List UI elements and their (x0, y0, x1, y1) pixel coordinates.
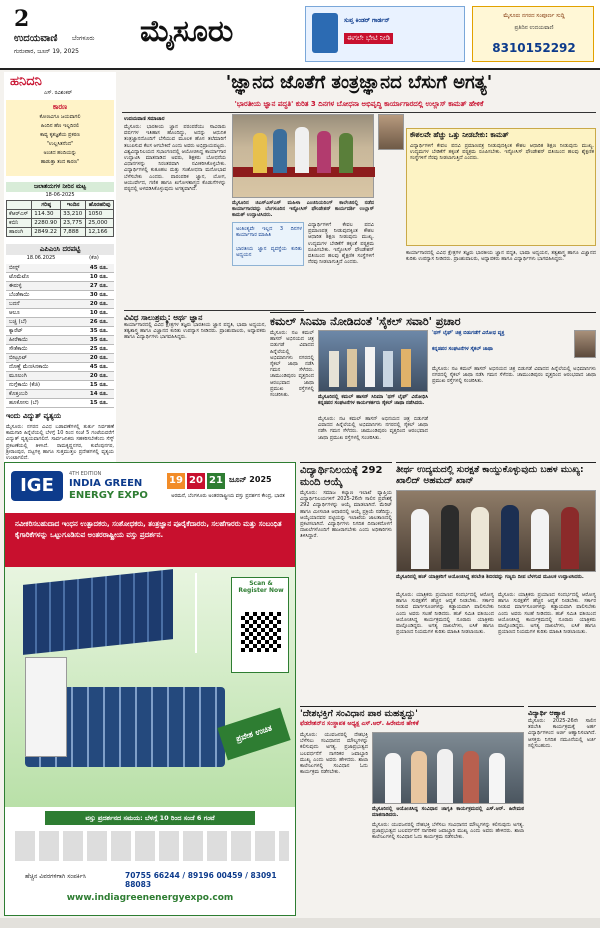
rate-row (6, 282, 114, 291)
side-body: ಮೈಸೂರು: 2025-26ನೇ ಸಾಲಿನ ತರಬೇತಿ ಕಾರ್ಯಕ್ರಮಕ್ಕೆ ಅರ್ಹ ವಿದ್ಯಾರ್ಥಿಗಳಿಂದ ಅರ್ಜಿ ಆಹ್ವಾನಿಸಲಾಗಿದೆ. ಆಸಕ್ತರು ನಿಗದಿತ ನಮೂನೆಯಲ್ಲಿ ಅರ್ಜಿ ಸಲ್ಲಿಸಬಹುದು. (528, 718, 598, 749)
poem-line: ಕಾವ್ಯ ಕೃತಜ್ಞತೆಯ ಪ್ರಕರಣ (40, 132, 80, 138)
rate-price: 26 ರೂ. (89, 319, 108, 325)
pilgrim-headline: ತೀರ್ಥ ಉದ್ಯಮದಲ್ಲಿ ಸುರಕ್ಷತೆ ಕಾಯ್ದುಕೊಳ್ಳುವುದು ಬಹಳ ಮುಖ್ಯ: ಖಾಲಿದ್ ಅಹಮದ್ ಖಾನ್ (396, 462, 596, 487)
lead-bullet: ಅಂತಿಂತ್ಯವೇ ಇಲ್ಲದ 3 ದಿನಗಳ ಕಾರ್ಯಾಗಾರ ಮಾಹಿತಿ (236, 226, 304, 239)
top-ad-2-phone: 8310152292 (492, 41, 576, 55)
rate-price: 35 ರೂ. (89, 328, 108, 334)
rate-price: 15 ರೂ. (89, 400, 108, 406)
table-row (7, 228, 114, 237)
expo-tagline: ನವೀಕರಿಸಬಹುದಾದ ಇಂಧನ ಉತ್ಪಾದಕರು, ಸಂಶೋಧಕರು, ತಂತ್ರಜ್ಞಾನ ಪೂರೈಕೆದಾರರು, ಸಲಹೆಗಾರರು ಮತ್ತು ಸಂಬಂಧಿತ ಕೈಗಾರಿಕೆಗಳನ್ನು ಒಟ್ಟುಗೂಡಿಸುವ ಅಂತರರಾಷ್ಟ್ರೀಯ ವಸ್ತು ಪ್ರದರ್ಶನ. (15, 520, 282, 539)
poem-title: ಕಾರಣ (52, 103, 68, 111)
top-ad-1[interactable] (305, 6, 465, 62)
rate-row (6, 318, 114, 327)
solar-panels (23, 569, 173, 655)
sponsor-logos (11, 831, 289, 861)
expo-ad[interactable] (4, 462, 296, 916)
expo-edition: 4TH EDITION (69, 471, 102, 477)
water-cell: ಹಾರಂಗಿ (7, 228, 32, 237)
rate-price: 20 ರೂ. (89, 373, 108, 379)
page-number: 2 (14, 6, 30, 32)
rate-price: 10 ರೂ. (89, 274, 108, 280)
water-cell: 114.30 (32, 210, 61, 219)
rate-price: 27 ರೂ. (89, 283, 108, 289)
water-cell: ಕೆಆರ್‌ಎಸ್ (7, 210, 32, 219)
column-byline: ಎಸ್. ರವಿಶಂಕರ್ (44, 90, 73, 96)
poem-line: ಹಿಂದಿನ ಹೆಣ ಇಲ್ಲದಿರಲಿ (40, 123, 80, 129)
water-header (7, 201, 32, 210)
patriot-caption: ಮೈಸೂರಿನಲ್ಲಿ ಆಯೋಜಿಸಿದ್ದ ಸಂವಿಧಾನ ಜಾಗೃತಿ ಕಾರ್ಯಕ್ರಮದಲ್ಲಿ ಎಸ್.ಆರ್. ಹಿರೇಮಠ ಮಾತನಾಡಿದರು. (372, 806, 526, 819)
top-ad-1-icon (312, 13, 338, 53)
cinema-headline: ಕಮಲ್ ಸಿನಿಮಾ ನೋಡಿದಂತೆ 'ಸೈಕಲ್ ಸವಾರಿ' ಪ್ರಚಾರ (270, 312, 596, 329)
pilgrim-body-continued: ಮೈಸೂರು: ಯಾತ್ರಿಕರು ಪ್ರಯಾಣದ ಸಂದರ್ಭದಲ್ಲಿ ಆರೋಗ್ಯ ಹಾಗೂ ಸುರಕ್ಷತೆಗೆ ಹೆಚ್ಚಿನ ಆದ್ಯತೆ ನೀಡಬೇಕು. ಸರ್ಕಾರ ನೀಡುವ ಮಾರ್ಗಸೂಚಿಗಳನ್ನು ಕಡ್ಡಾಯವಾಗಿ ಪಾಲಿಸಬೇಕು ಎಂದು ಅವರು ಸಲಹೆ ನೀಡಿದರು. ಹಜ್ ಸಮಿತಿ ವತಿಯಿಂದ ಆಯೋಜಿಸಿದ್ದ ಕಾರ್ಯಕ್ರಮದಲ್ಲಿ ನೂರಾರು ಯಾತ್ರಿಕರು ಪಾಲ್ಗೊಂಡಿದ್ದರು. ಅಗತ್ಯ ದಾಖಲೆಗಳು, ಲಸಿಕೆ ಹಾಗೂ ಪ್ರಯಾಣದ ನಿಯಮಗಳ ಕುರಿತು ಮಾಹಿತಿ ನೀಡಲಾಯಿತು. (498, 592, 598, 636)
rate-item: ಹೀರೆಕಾಯಿ (9, 337, 28, 343)
masthead (0, 0, 600, 70)
cinema-bullet: 'ಥಗ್ ಲೈಫ್' ಚಿತ್ರ ಬಿಡುಗಡೆಗೆ ವಿರೋಧ ವ್ಯಕ್ತ (432, 330, 505, 336)
rate-row (6, 372, 114, 381)
poem-line: ಹಾಡುತ್ತಾ ತಂದ ಕಾರಣ" (40, 159, 80, 165)
lead-subhead: 'ಭಾರತೀಯ ಜ್ಞಾನ ಪದ್ಧತಿ' ಕುರಿತ 3 ದಿನಗಳ ಬೋಧನಾ ಅಭಿವೃದ್ಧಿ ಕಾರ್ಯಾಗಾರದಲ್ಲಿ ಉಲ್ಲಾಸ್ ಕಾಮತ್ ಹೇಳಿಕೆ (122, 100, 596, 113)
expo-day: 20 (187, 473, 205, 489)
patriot-headline: 'ದೇಶಭಕ್ತಿಗೆ ಸಂವಿಧಾನ ಪಾಠ ಮಹತ್ವದ್ದು' (300, 706, 524, 719)
cinema-bullet: ಕನ್ನಡಪರ ಸಂಘಟನೆಗಳ ಸೈಕಲ್ ಜಾಥಾ (432, 346, 493, 352)
rate-row (6, 399, 114, 408)
rate-table-date: 18.06.2025 (26, 255, 56, 261)
lead-dateline: ಉದಯವಾಣಿ ಸಮಾಚಾರ (124, 116, 165, 122)
water-header: ಹೊರಹರಿವು (86, 201, 114, 210)
rate-item: ಬೀಟ್ರೂಟ್ (9, 355, 28, 361)
date-line: ಗುರುವಾರ, ಜೂನ್ 19, 2025 (14, 48, 79, 55)
battery-unit (25, 657, 67, 757)
rate-item: ಕೊತ್ತಂಬರಿ (9, 391, 28, 397)
cinema-body-right: ಮೈಸೂರು: ನಟ ಕಮಲ್ ಹಾಸನ್ ಅಭಿನಯದ ಚಿತ್ರ ಬಿಡುಗಡೆ ವಿವಾದದ ಹಿನ್ನೆಲೆಯಲ್ಲಿ ಅಭಿಮಾನಿಗಳು ನಗರದಲ್ಲಿ ಸೈಕಲ್ ಜಾಥಾ ನಡೆಸಿ ಗಮನ ಸೆಳೆದರು. ಚಾಮುಂಡಿಪುರಂ ವೃತ್ತದಿಂದ ಆರಂಭವಾದ ಜಾಥಾ ಪ್ರಮುಖ ರಸ್ತೆಗಳಲ್ಲಿ ಸಂಚರಿಸಿತು. (432, 366, 598, 385)
rate-table (6, 264, 114, 408)
rate-price: 45 ರೂ. (89, 265, 108, 271)
poem-box (6, 100, 114, 176)
expo-month: ಜೂನ್ 2025 (229, 475, 272, 484)
left-column (4, 72, 116, 492)
rate-row (6, 291, 114, 300)
qr-box[interactable] (231, 577, 289, 673)
rate-row (6, 273, 114, 282)
paper-name: ಉದಯವಾಣಿ (14, 33, 58, 44)
rate-item: ಕ್ಯಾರೆಟ್ (9, 328, 23, 334)
cinema-body: ಮೈಸೂರು: ನಟ ಕಮಲ್ ಹಾಸನ್ ಅಭಿನಯದ ಚಿತ್ರ ಬಿಡುಗಡೆ ವಿವಾದದ ಹಿನ್ನೆಲೆಯಲ್ಲಿ ಅಭಿಮಾನಿಗಳು ನಗರದಲ್ಲಿ ಸೈಕಲ್ ಜಾಥಾ ನಡೆಸಿ ಗಮನ ಸೆಳೆದರು. ಚಾಮುಂಡಿಪುರಂ ವೃತ್ತದಿಂದ ಆರಂಭವಾದ ಜಾಥಾ ಪ್ರಮುಖ ರಸ್ತೆಗಳಲ್ಲಿ ಸಂಚರಿಸಿತು. (270, 330, 316, 399)
rate-item: ಆಲೂ (9, 310, 20, 316)
expo-day: 19 (167, 473, 185, 489)
lead-right-box (406, 128, 596, 246)
expo-scan: Scan & Register Now (238, 580, 284, 594)
lead-body-continued: ವಿದ್ಯಾರ್ಥಿಗಳಿಗೆ ಕೇವಲ ಪದವಿ ಪ್ರಮಾಣಪತ್ರ ನೀಡುವುದಕ್ಕಿಂತ ಕೌಶಲ ಆಧಾರಿತ ಶಿಕ್ಷಣ ನೀಡುವುದು ಮುಖ್ಯ. ಉದ್ಯಮಗಳ ಬೇಡಿಕೆಗೆ ತಕ್ಕಂತೆ ಪಠ್ಯಕ್ರಮ ರೂಪಿಸಬೇಕು. ಇನ್ಫೋಸಿಸ್ ಫೌಂಡೇಶನ್ ವತಿಯಿಂದ ಹಲವು ಶೈಕ್ಷಣಿಕ ಸಂಸ್ಥೆಗಳಿಗೆ ನೆರವು ನೀಡಲಾಗುತ್ತಿದೆ ಎಂದರು. (308, 222, 376, 266)
lead-photo (232, 114, 374, 198)
poem-line: ಕೋಣವಿಗೂ ಜಯವಾಗಲಿ (39, 114, 81, 120)
poem-line: "ಉಲ್ಲಸಿತನೆಂದ" (46, 141, 74, 147)
rate-row (6, 336, 114, 345)
power-title: ಇಂದು ವಿದ್ಯುತ್ ವ್ಯತ್ಯಯ (6, 412, 62, 420)
expo-title-1: INDIA GREEN (69, 478, 143, 489)
side-title: ವಿದ್ಯಾರ್ಥಿ ಆಹ್ವಾನ (528, 706, 596, 718)
water-table (6, 200, 114, 237)
rate-row (6, 300, 114, 309)
water-cell: 7,888 (61, 228, 86, 237)
top-ad-1-line2: ಈಗಲೇ ಭೇಟಿ ನೀಡಿ (344, 33, 393, 44)
expo-day: 21 (207, 473, 225, 489)
column-logo: ಹನಿದನಿ (10, 74, 42, 89)
table-row (7, 219, 114, 228)
rate-item: ಬದನೆ (9, 301, 20, 307)
rate-item: ಬೀನ್ಸ್ (9, 265, 20, 271)
table-row (7, 210, 114, 219)
lead-body: ಮೈಸೂರು: ಭಾರತೀಯ ಜ್ಞಾನ ಪರಂಪರೆಯು ಸಾವಿರಾರು ವರ್ಷಗಳ ಇತಿಹಾಸ ಹೊಂದಿದ್ದು, ಅದನ್ನು ಆಧುನಿಕ ತಂತ್ರಜ್ಞಾನದೊಂದಿಗೆ ಬೆಸೆಯುವ ಮೂಲಕ ಹೊಸ ತಲೆಮಾರಿಗೆ ತಲುಪಿಸುವ ಕೆಲಸ ಆಗಬೇಕಿದೆ ಎಂದು ಅವರು ಅಭಿಪ್ರಾಯಪಟ್ಟರು. ವಿಶ್ವವಿದ್ಯಾನಿಲಯದ ಸಭಾಂಗಣದಲ್ಲಿ ಆಯೋಜಿಸಿದ್ದ ಕಾರ್ಯಾಗಾರ ಉದ್ಘಾಟಿಸಿ ಮಾತನಾಡಿದ ಅವರು, ಶಿಕ್ಷಕರು ಬೋಧನೆಯ ವಿಧಾನಗಳನ್ನು ನಿರಂತರವಾಗಿ ನವೀಕರಿಸಿಕೊಳ್ಳಬೇಕು. ವಿದ್ಯಾರ್ಥಿಗಳಲ್ಲಿ ಕುತೂಹಲ ಮತ್ತು ಸಂಶೋಧನಾ ಮನೋಭಾವ ಬೆಳೆಸಬೇಕು ಎಂದರು. ಪಾರಂಪರಿಕ ಜ್ಞಾನ, ಯೋಗ, ಆಯುರ್ವೇದ, ಗಣಿತ ಹಾಗೂ ಖಗೋಳಶಾಸ್ತ್ರದ ಕೊಡುಗೆಗಳನ್ನು ಪಠ್ಯದಲ್ಲಿ ಅಳವಡಿಸಿಕೊಳ್ಳುವುದು ಅಗತ್ಯವಾಗಿದೆ. (124, 124, 228, 193)
rate-price: 45 ರೂ. (89, 364, 108, 370)
pilgrim-caption: ಮೈಸೂರಿನಲ್ಲಿ ಹಜ್ ಯಾತ್ರಿಕರಿಗೆ ಆಯೋಜಿಸಿದ್ದ ತರಬೇತಿ ಶಿಬಿರವನ್ನು ಗಣ್ಯರು ದೀಪ ಬೆಳಗುವ ಮೂಲಕ ಉದ್ಘಾಟಿಸಿದರು. (396, 574, 584, 580)
expo-timings: ವಸ್ತು ಪ್ರದರ್ಶನದ ಸಮಯ: ಬೆಳಗ್ಗೆ 10 ರಿಂದ ಸಂಜೆ 6 ಗಂಟೆ (45, 811, 255, 825)
expo-contact-label: ಹೆಚ್ಚಿನ ವಿವರಗಳಿಗಾಗಿ ಸಂಪರ್ಕಿಸಿ (25, 873, 87, 880)
rate-row (6, 264, 114, 273)
cinema-bullet-box (432, 330, 596, 364)
expo-free: ಪ್ರವೇಶ ಉಚಿತ (217, 708, 290, 761)
rate-table-title: ಎಪಿಎಂಸಿ ದರಪಟ್ಟಿ (6, 244, 114, 255)
water-cell: 2280.90 (32, 219, 61, 228)
cinema-portrait (574, 330, 596, 358)
lead-bullet: ಭಾರತೀಯ ಜ್ಞಾನ ವ್ಯವಸ್ಥೆಯ ಕುರಿತು ಅಧ್ಯಯನ (236, 246, 304, 259)
lead-right-continued: ಕಾರ್ಯಾಗಾರದಲ್ಲಿ ವಿವಿಧ ಕ್ಷೇತ್ರಗಳ ತಜ್ಞರು ಭಾರತೀಯ ಜ್ಞಾನ ಪದ್ಧತಿ, ಭಾಷಾ ಅಧ್ಯಯನ, ತತ್ವಶಾಸ್ತ್ರ ಹಾಗೂ ವಿಜ್ಞಾನದ ಕುರಿತು ಉಪನ್ಯಾಸ ನೀಡಿದರು. ಪ್ರಾಂಶುಪಾಲರು, ಅಧ್ಯಾಪಕರು ಹಾಗೂ ವಿದ್ಯಾರ್ಥಿಗಳು ಭಾಗವಹಿಸಿದ್ದರು. (406, 250, 598, 263)
qr-code-icon (241, 612, 281, 652)
edition-city: ಬೆಂಗಳೂರು (72, 35, 95, 42)
water-cell: 23,775 (61, 219, 86, 228)
rate-table-unit: (ಕೆಜಿ) (89, 255, 99, 261)
cinema-photo (318, 330, 428, 392)
patriot-photo (372, 732, 524, 804)
rate-item: ಬಜ್ಜಿ (ಬೆ) (9, 319, 27, 325)
patriot-body: ಮೈಸೂರು: ಯುವಜನರಲ್ಲಿ ದೇಶಭಕ್ತಿ ಬೆಳೆಸಲು ಸಂವಿಧಾನದ ಮೌಲ್ಯಗಳನ್ನು ಕಲಿಸುವುದು ಅಗತ್ಯ. ಪ್ರಜಾಪ್ರಭುತ್ವದ ಬಲವರ್ಧನೆಗೆ ನಾಗರಿಕರ ಜವಾಬ್ದಾರಿ ಮುಖ್ಯ ಎಂದು ಅವರು ಹೇಳಿದರು. ಶಾಲಾ ಕಾಲೇಜುಗಳಲ್ಲಿ ಸಂವಿಧಾನ ಓದು ಕಾರ್ಯಕ್ರಮ ನಡೆಸಬೇಕು. (300, 732, 370, 776)
edition-title: ಮೈಸೂರು (140, 14, 234, 49)
expo-phones[interactable]: 70755 66244 / 89196 00459 / 83091 88083 (125, 871, 277, 889)
water-header: ಇಂದಿನ (61, 201, 86, 210)
cinema-caption: ಮೈಸೂರಿನಲ್ಲಿ ಕಮಲ್ ಹಾಸನ್ ಸಿನಿಮಾ 'ಥಗ್ ಲೈಫ್' ವಿರೋಧಿಸಿ ಕನ್ನಡಪರ ಸಂಘಟನೆಗಳ ಕಾರ್ಯಕರ್ತರು ಸೈಕಲ್ ಜಾಥಾ ನಡೆಸಿದರು. (318, 394, 430, 407)
poem-line: ಅಂಜಿದ ಹಂದಿಯನ್ನು (43, 150, 77, 156)
rate-price: 25 ರೂ. (89, 346, 108, 352)
rate-price: 15 ರೂ. (89, 382, 108, 388)
expo-tagline-bg (5, 513, 295, 567)
top-ad-2-line1: ಮೈಸೂರು ನಗರದ ಸಂಪೂರ್ಣ ಸುದ್ದಿ (503, 13, 565, 19)
lead-headline: 'ಜ್ಞಾನದ ಜೊತೆಗೆ ತಂತ್ರಜ್ಞಾನದ ಬೆಸುಗೆ ಅಗತ್ಯ' (225, 72, 493, 93)
rate-price: 30 ರೂ. (89, 292, 108, 298)
expo-badge: IGE (11, 471, 63, 501)
water-cell: 12,166 (86, 228, 114, 237)
rate-price: 14 ರೂ. (89, 391, 108, 397)
students-body: ಮೈಸೂರು: ಸಮಾಜ ಕಲ್ಯಾಣ ಇಲಾಖೆ ವ್ಯಾಪ್ತಿಯ ವಿದ್ಯಾರ್ಥಿನಿಲಯಗಳಿಗೆ 2025-26ನೇ ಸಾಲಿನ ಪ್ರವೇಶಕ್ಕೆ 292 ವಿದ್ಯಾರ್ಥಿಗಳನ್ನು ಆಯ್ಕೆ ಮಾಡಲಾಗಿದೆ. ಮೆರಿಟ್ ಹಾಗೂ ಮೀಸಲಾತಿ ಆಧಾರದಲ್ಲಿ ಆಯ್ಕೆ ಪ್ರಕ್ರಿಯೆ ನಡೆದಿದ್ದು, ಆಯ್ಕೆಯಾದವರ ಪಟ್ಟಿಯನ್ನು ಇಲಾಖೆಯ ಜಾಲತಾಣದಲ್ಲಿ ಪ್ರಕಟಿಸಲಾಗಿದೆ. ವಿದ್ಯಾರ್ಥಿಗಳು ನಿಗದಿತ ದಿನಾಂಕದೊಳಗೆ ದಾಖಲೆಗಳೊಂದಿಗೆ ಹಾಜರಾಗಬೇಕು ಎಂದು ಅಧಿಕಾರಿಗಳು ತಿಳಿಸಿದ್ದಾರೆ. (300, 490, 394, 540)
rate-row (6, 363, 114, 372)
water-table-title: ಜಲಾಶಯಗಳ ನೀರಿನ ಮಟ್ಟ (6, 182, 114, 192)
top-ad-2-line2: ಪ್ರತಿದಿನ ಉದಯವಾಣಿ (514, 25, 554, 31)
lead-sub-body: ಕಾರ್ಯಾಗಾರದಲ್ಲಿ ವಿವಿಧ ಕ್ಷೇತ್ರಗಳ ತಜ್ಞರು ಭಾರತೀಯ ಜ್ಞಾನ ಪದ್ಧತಿ, ಭಾಷಾ ಅಧ್ಯಯನ, ತತ್ವಶಾಸ್ತ್ರ ಹಾಗೂ ವಿಜ್ಞಾನದ ಕುರಿತು ಉಪನ್ಯಾಸ ನೀಡಿದರು. ಪ್ರಾಂಶುಪಾಲರು, ಅಧ್ಯಾಪಕರು ಹಾಗೂ ವಿದ್ಯಾರ್ಥಿಗಳು ಭಾಗವಹಿಸಿದ್ದರು. (124, 322, 268, 341)
patriot-body-continued: ಮೈಸೂರು: ಯುವಜನರಲ್ಲಿ ದೇಶಭಕ್ತಿ ಬೆಳೆಸಲು ಸಂವಿಧಾನದ ಮೌಲ್ಯಗಳನ್ನು ಕಲಿಸುವುದು ಅಗತ್ಯ. ಪ್ರಜಾಪ್ರಭುತ್ವದ ಬಲವರ್ಧನೆಗೆ ನಾಗರಿಕರ ಜವಾಬ್ದಾರಿ ಮುಖ್ಯ ಎಂದು ಅವರು ಹೇಳಿದರು. ಶಾಲಾ ಕಾಲೇಜುಗಳಲ್ಲಿ ಸಂವಿಧಾನ ಓದು ಕಾರ್ಯಕ್ರಮ ನಡೆಸಬೇಕು. (372, 822, 526, 841)
rate-item: ದೊಣ್ಣೆ ಮೆಣಸಿನಕಾಯಿ (9, 364, 49, 370)
expo-graphic (5, 567, 295, 807)
water-cell: ಕಬಿನಿ (7, 219, 32, 228)
rate-row (6, 345, 114, 354)
lead-portrait (378, 114, 404, 150)
rate-row (6, 390, 114, 399)
registration-strip (0, 918, 600, 928)
top-ad-1-line1: ಸುಪ್ತ ಕಿಂಡರ್ ಗಾರ್ಡನ್ (344, 17, 390, 24)
top-ad-2[interactable] (472, 6, 594, 62)
water-cell: 1050 (86, 210, 114, 219)
rate-row (6, 381, 114, 390)
students-headline: ವಿದ್ಯಾರ್ಥಿನಿಲಯಕ್ಕೆ 292 ಮಂದಿ ಆಯ್ಕೆ (300, 462, 392, 489)
rate-price: 10 ರೂ. (89, 310, 108, 316)
pilgrim-body: ಮೈಸೂರು: ಯಾತ್ರಿಕರು ಪ್ರಯಾಣದ ಸಂದರ್ಭದಲ್ಲಿ ಆರೋಗ್ಯ ಹಾಗೂ ಸುರಕ್ಷತೆಗೆ ಹೆಚ್ಚಿನ ಆದ್ಯತೆ ನೀಡಬೇಕು. ಸರ್ಕಾರ ನೀಡುವ ಮಾರ್ಗಸೂಚಿಗಳನ್ನು ಕಡ್ಡಾಯವಾಗಿ ಪಾಲಿಸಬೇಕು ಎಂದು ಅವರು ಸಲಹೆ ನೀಡಿದರು. ಹಜ್ ಸಮಿತಿ ವತಿಯಿಂದ ಆಯೋಜಿಸಿದ್ದ ಕಾರ್ಯಕ್ರಮದಲ್ಲಿ ನೂರಾರು ಯಾತ್ರಿಕರು ಪಾಲ್ಗೊಂಡಿದ್ದರು. ಅಗತ್ಯ ದಾಖಲೆಗಳು, ಲಸಿಕೆ ಹಾಗೂ ಪ್ರಯಾಣದ ನಿಯಮಗಳ ಕುರಿತು ಮಾಹಿತಿ ನೀಡಲಾಯಿತು. (396, 592, 496, 636)
rate-item: ನುಗ್ಗೆಕಾಯಿ (ಕೆಜಿ) (9, 382, 41, 388)
lead-right-body: ವಿದ್ಯಾರ್ಥಿಗಳಿಗೆ ಕೇವಲ ಪದವಿ ಪ್ರಮಾಣಪತ್ರ ನೀಡುವುದಕ್ಕಿಂತ ಕೌಶಲ ಆಧಾರಿತ ಶಿಕ್ಷಣ ನೀಡುವುದು ಮುಖ್ಯ. ಉದ್ಯಮಗಳ ಬೇಡಿಕೆಗೆ ತಕ್ಕಂತೆ ಪಠ್ಯಕ್ರಮ ರೂಪಿಸಬೇಕು. ಇನ್ಫೋಸಿಸ್ ಫೌಂಡೇಶನ್ ವತಿಯಿಂದ ಹಲವು ಶೈಕ್ಷಣಿಕ ಸಂಸ್ಥೆಗಳಿಗೆ ನೆರವು ನೀಡಲಾಗುತ್ತಿದೆ ಎಂದರು. (410, 143, 596, 162)
water-table-date: 18-06-2025 (45, 192, 75, 198)
rate-item: ಹೂಕೋಸು (ಬೆ) (9, 400, 39, 406)
expo-venue: ಅರಮನೆ, ಬೆಂಗಳೂರು ಅಂತರರಾಷ್ಟ್ರೀಯ ವಸ್ತು ಪ್ರದರ್ಶನ ಕೇಂದ್ರ, ಭಾರತ (171, 493, 285, 499)
power-text: ಮೈಸೂರು: ನಗರದ ವಿವಿಧ ಬಡಾವಣೆಗಳಲ್ಲಿ ತುರ್ತು ನಿರ್ವಹಣೆ ಕಾಮಗಾರಿ ಹಿನ್ನೆಲೆಯಲ್ಲಿ ಬೆಳಗ್ಗೆ 10 ರಿಂದ ಸಂಜೆ 5 ಗಂಟೆಯವರೆಗೆ ವಿದ್ಯುತ್ ವ್ಯತ್ಯಯವಾಗಲಿದೆ. ಸಾರ್ವಜನಿಕರು ಸಹಕರಿಸಬೇಕೆಂದು ಸೆಸ್ಕ್ ಪ್ರಕಟಣೆಯಲ್ಲಿ ತಿಳಿಸಿದೆ. ರಾಮಕೃಷ್ಣನಗರ, ಕುವೆಂಪುನಗರ, ಶ್ರೀರಾಂಪುರ, ದಟ್ಟಗಳ್ಳಿ ಹಾಗೂ ಸುತ್ತಮುತ್ತಲ ಪ್ರದೇಶಗಳಲ್ಲಿ ವ್ಯತ್ಯಯ ಉಂಟಾಗಲಿದೆ. (6, 424, 116, 462)
rate-price: 35 ರೂ. (89, 337, 108, 343)
water-cell: 25,000 (86, 219, 114, 228)
patriot-subhead: ಫೆಡರೇಶನ್‌ನ ಸಂಸ್ಥಾಪಕ ಅಧ್ಯಕ್ಷ ಎಸ್.ಆರ್. ಹಿರೇಮಠ ಹೇಳಿಕೆ (300, 720, 419, 727)
water-cell: 2849.22 (32, 228, 61, 237)
rate-item: ಮೂಲಂಗಿ (9, 373, 27, 379)
lead-right-title: ಕೌಶಲವೇ ಹೆಚ್ಚು ಒತ್ತು ನೀಡಬೇಕು: ಕಾಮತ್ (410, 131, 509, 139)
rate-row (6, 309, 114, 318)
rate-item: ಸೌತೆಕಾಯಿ (9, 346, 28, 352)
rate-item: ಈರುಳ್ಳಿ (9, 283, 22, 289)
lead-caption: ಮೈಸೂರಿನ ಜಿಎಸ್‌ಎಸ್‌ಎಸ್ ಮಹಿಳಾ ಎಂಜಿನಿಯರಿಂಗ್ ಕಾಲೇಜಿನಲ್ಲಿ ನಡೆದ ಕಾರ್ಯಾಗಾರವನ್ನು ಬೆಂಗಳೂರಿನ ಇನ್ಫೋಸಿಸ್ ಫೌಂಡೇಶನ್ ಕಾರ್ಯದರ್ಶಿ ಉಲ್ಲಾಸ್ ಕಾಮತ್ ಉದ್ಘಾಟಿಸಿದರು. (232, 200, 376, 219)
rate-row (6, 354, 114, 363)
pilgrim-photo (396, 490, 596, 572)
lead-bullet-box (232, 222, 304, 266)
rate-price: 20 ರೂ. (89, 355, 108, 361)
rate-row (6, 327, 114, 336)
cinema-body-continued: ಮೈಸೂರು: ನಟ ಕಮಲ್ ಹಾಸನ್ ಅಭಿನಯದ ಚಿತ್ರ ಬಿಡುಗಡೆ ವಿವಾದದ ಹಿನ್ನೆಲೆಯಲ್ಲಿ ಅಭಿಮಾನಿಗಳು ನಗರದಲ್ಲಿ ಸೈಕಲ್ ಜಾಥಾ ನಡೆಸಿ ಗಮನ ಸೆಳೆದರು. ಚಾಮುಂಡಿಪುರಂ ವೃತ್ತದಿಂದ ಆರಂಭವಾದ ಜಾಥಾ ಪ್ರಮುಖ ರಸ್ತೆಗಳಲ್ಲಿ ಸಂಚರಿಸಿತು. (318, 416, 430, 441)
lead-sub-title: ವಿವಿಧ ಸಾಲುಶ್ರಮ್ಮ: ಅರ್ಥ ಜ್ಞಾನ (124, 310, 304, 323)
expo-title-2: ENERGY EXPO (69, 490, 148, 501)
water-cell: 33,210 (61, 210, 86, 219)
rate-item: ಟೊಮೆಟೊ (9, 274, 30, 280)
rate-price: 20 ರೂ. (89, 301, 108, 307)
rate-item: ಬೆಂಡೆಕಾಯಿ (9, 292, 30, 298)
water-header: ಗರಿಷ್ಠ (32, 201, 61, 210)
wind-turbine (195, 573, 197, 653)
expo-url[interactable]: www.indiagreenenergyexpo.com (66, 893, 234, 903)
